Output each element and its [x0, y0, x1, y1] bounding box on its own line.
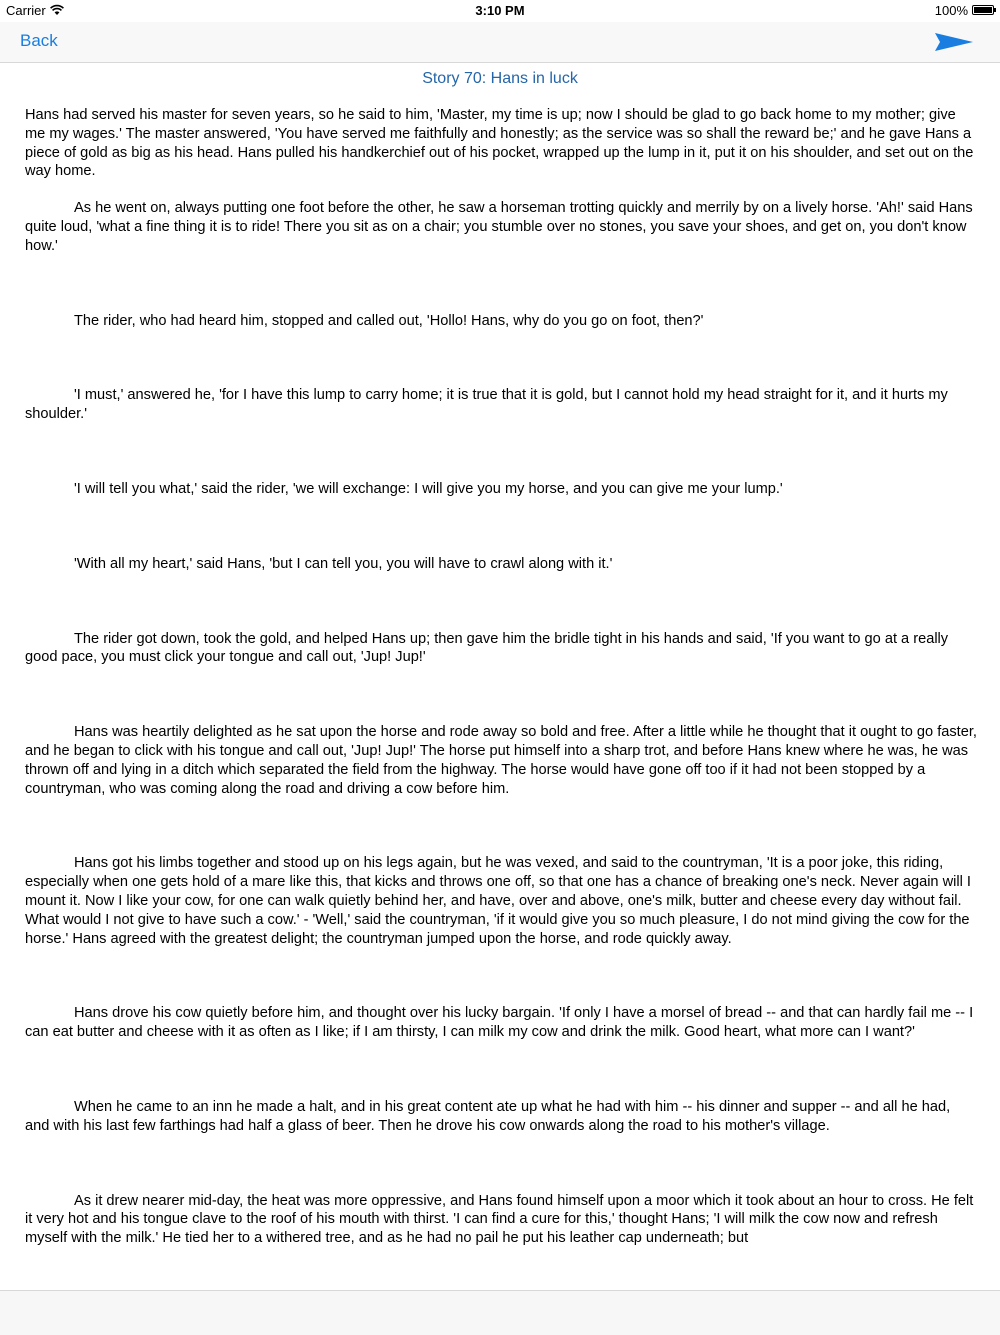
story-paragraph: 'I will tell you what,' said the rider, 'we will exchange: I will give you my horse, and you can give me your lump.' [74, 480, 783, 497]
story-paragraph: The rider, who had heard him, stopped and called out, 'Hollo! Hans, why do you go on foot, then?' [74, 312, 704, 329]
story-paragraph: As it drew nearer mid-day, the heat was more oppressive, and Hans found himself upon a moor which it took about an hour to cross. He felt it very hot and his tongue clave to the roof of his mouth with thirst. 'I can find a cure for this,' thought Hans; 'I will milk the cow now and refresh myself with the milk.' He tied her to a withered tree, and as he had no pail he put his leather cap underneath; but [25, 1192, 974, 1247]
story-paragraph: As he went on, always putting one foot before the other, he saw a horseman trotting quickly and merrily by on a lively horse. 'Ah!' said Hans quite loud, 'what a fine thing it is to ride! There you sit as on a chair; you stumble over no stones, you save your shoes, and get on, you don't know how.' [25, 200, 973, 254]
battery-icon [972, 5, 994, 15]
story-paragraph: 'With all my heart,' said Hans, 'but I can tell you, you will have to crawl along with it.' [74, 555, 613, 572]
carrier-label: Carrier [6, 3, 46, 18]
story-paragraph: Hans had served his master for seven years, so he said to him, 'Master, my time is up; now I should be glad to go back home to my mother; give me my wages.' The master answered, 'You have served me faithfully and honestly; as the service was so shall the reward be;' and he gave Hans a piece of gold as big as his head. Hans pulled his handkerchief out of his pocket, wrapped up the lump in it, put it on his shoulder, and set out on the way home. [25, 107, 974, 180]
bottom-toolbar [0, 1290, 1000, 1335]
status-bar [0, 0, 1000, 22]
story-title: Story 70: Hans in luck [422, 70, 578, 87]
story-paragraph: The rider got down, took the gold, and helped Hans up; then gave him the bridle tight in his hands and said, 'If you want to go at a really good pace, you must click your tongue and call out, 'Jup! Jup!' [25, 630, 949, 666]
navigation-bar [0, 22, 1000, 63]
story-body[interactable] [25, 106, 977, 1288]
back-button[interactable]: Back [20, 31, 58, 50]
play-arrow-icon[interactable] [932, 31, 976, 53]
story-paragraph: 'I must,' answered he, 'for I have this lump to carry home; it is true that it is gold, but I cannot hold my head straight for it, and it hurts my shoulder.' [25, 387, 948, 423]
clock: 3:10 PM [475, 3, 525, 18]
story-paragraph: When he came to an inn he made a halt, and in his great content ate up what he had with him -- his dinner and supper -- and all he had, and with his last few farthings had half a glass of beer. Then he drove his cow onwards along the road to his mother's village. [25, 1098, 951, 1134]
story-paragraph: Hans got his limbs together and stood up on his legs again, but he was vexed, and said to the countryman, 'It is a poor joke, this riding, especially when one gets hold of a mare like this, that kicks and throws one off, so that one has a chance of breaking one's neck. Never again will I mount it. Now I like your cow, for one can walk quietly behind her, and have, over and above, one's milk, butter and cheese every day without fail. What would I not give to have such a cow.' - 'Well,' said the countryman, 'if it would give you so much pleasure, I do not mind giving the cow for the horse.' Hans agreed with the greatest delight; the countryman jumped upon the horse, and rode quickly away. [25, 855, 971, 947]
story-paragraph: Hans drove his cow quietly before him, and thought over his lucky bargain. 'If only I have a morsel of bread -- and that can hardly fail me -- I can eat butter and cheese with it as often as I like; if I am thirsty, I can milk my cow and drink the milk. Good heart, what more can I want?' [25, 1005, 974, 1041]
battery-percent: 100% [934, 3, 968, 18]
story-paragraph: Hans was heartily delighted as he sat upon the horse and rode away so bold and free. After a little while he thought that it ought to go faster, and he began to click with his tongue and call out, 'Jup! Jup!' The horse put himself into a sharp trot, and before Hans knew where he was, he was thrown off and lying in a ditch which separated the field from the highway. The horse would have gone off too if it had not been stopped by a countryman, who was coming along the road and driving a cow before him. [25, 724, 977, 797]
